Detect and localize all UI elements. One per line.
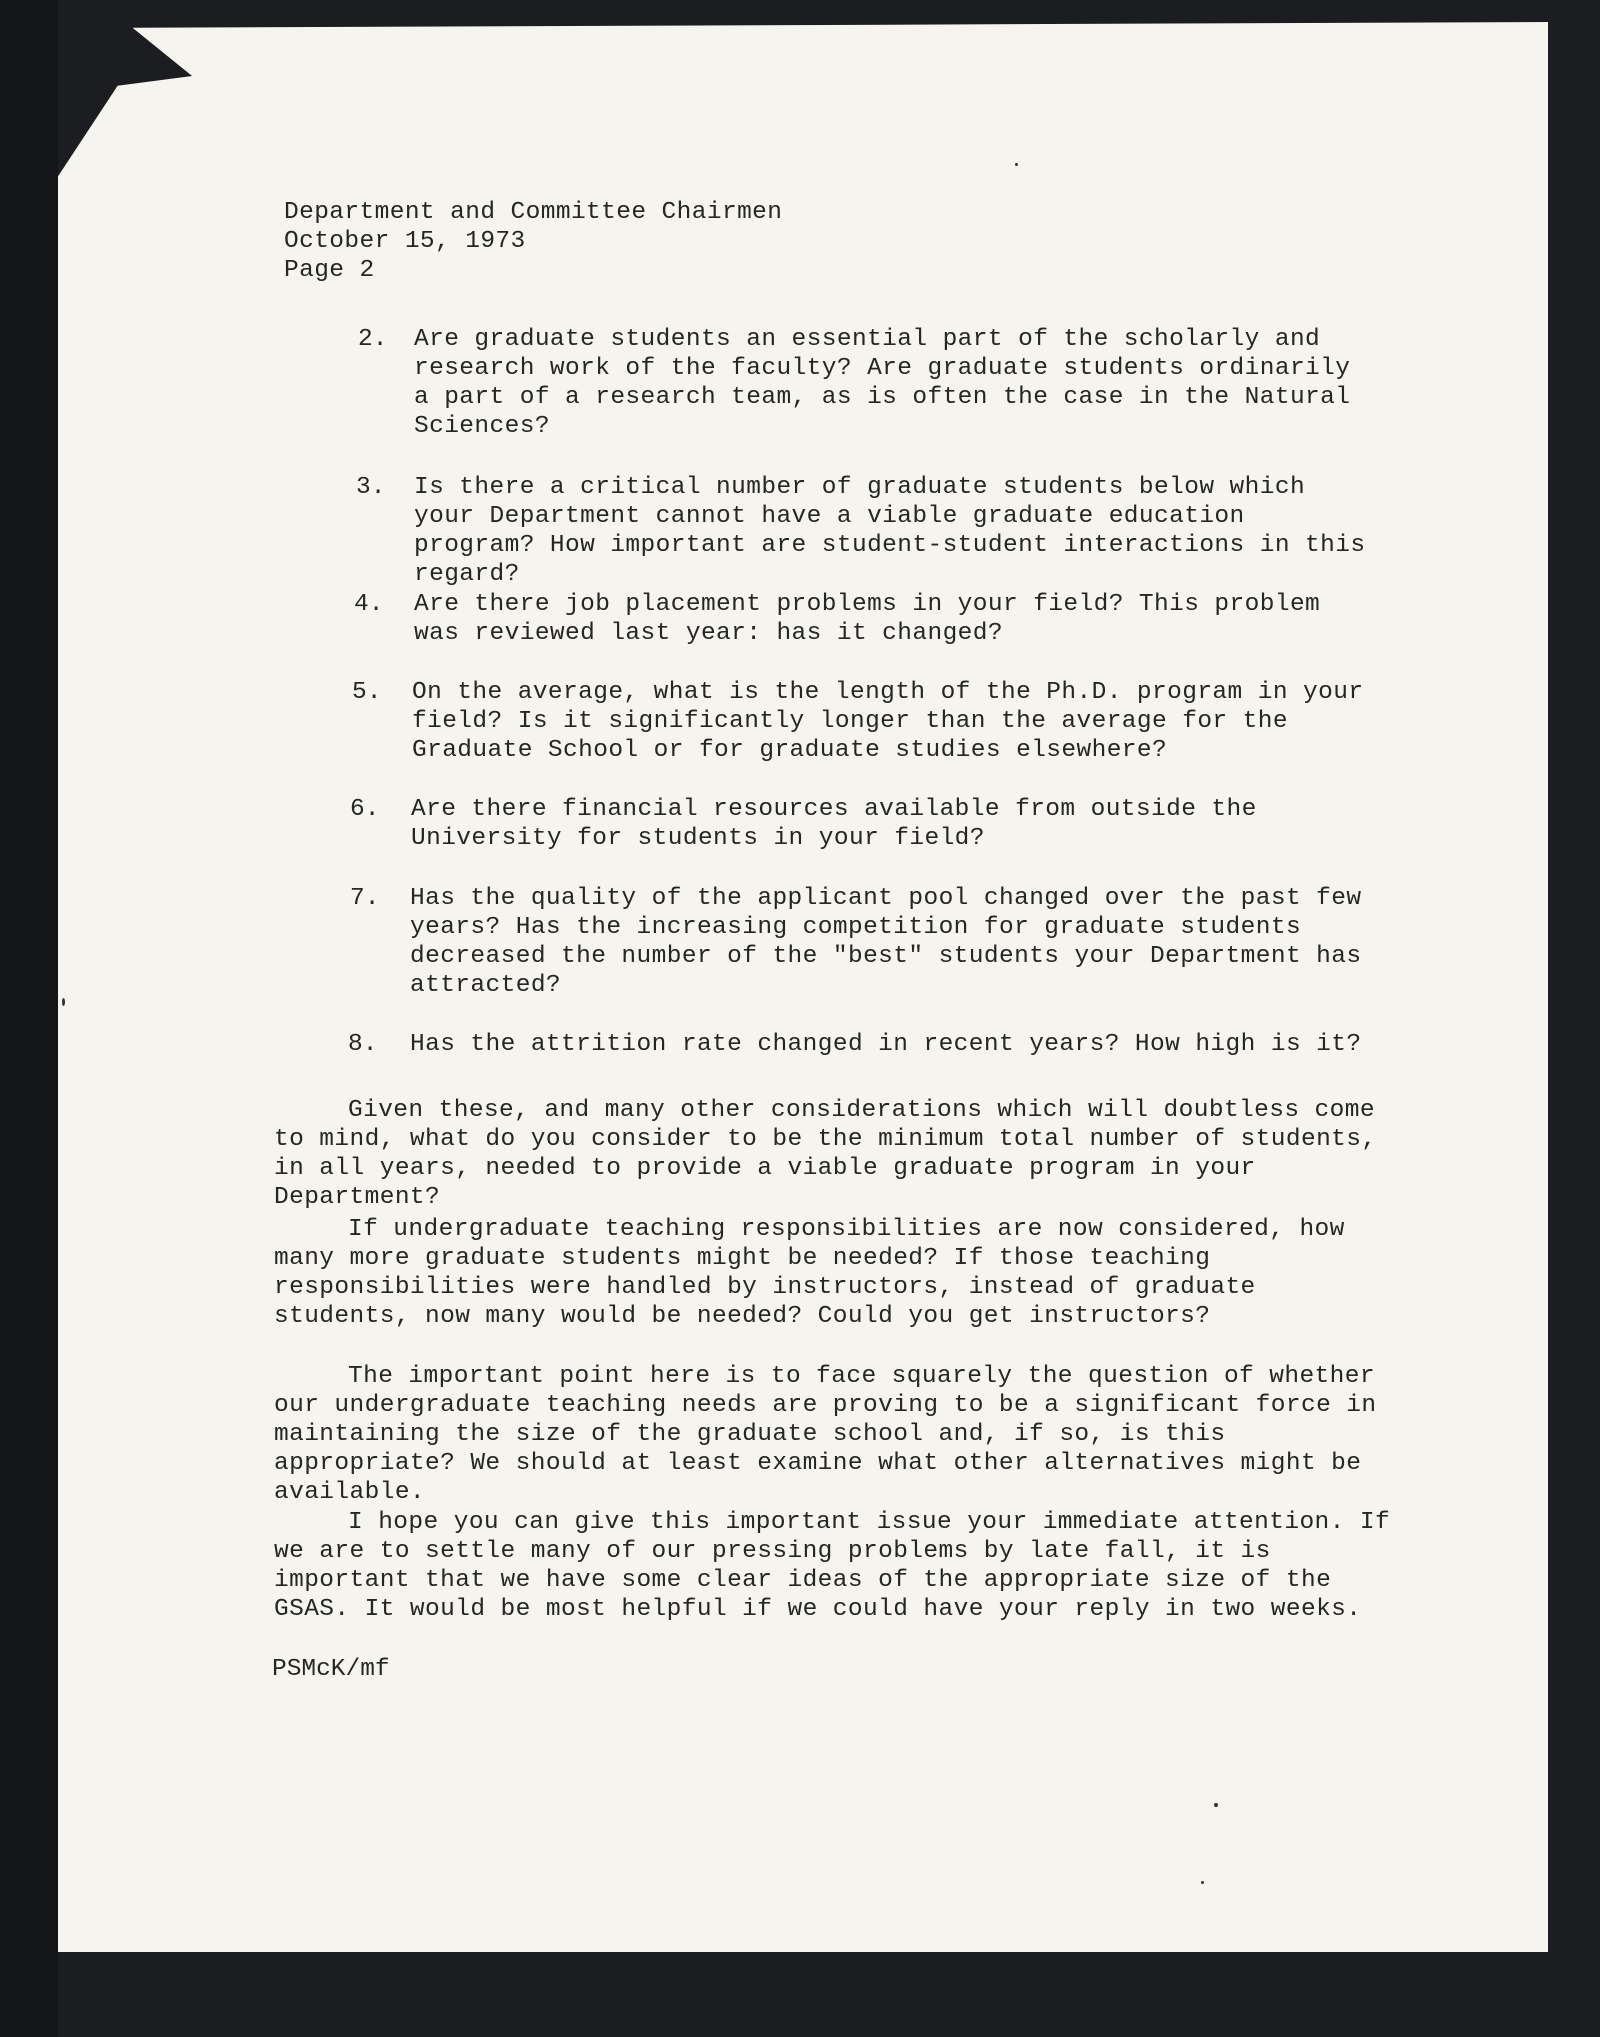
question-number: 3. xyxy=(356,474,386,501)
question-text: Are there financial resources available from outside the University for students in your field? xyxy=(411,796,1257,852)
date-line: October 15, 1973 xyxy=(284,228,526,255)
typist-initials: PSMcK/mf xyxy=(272,1656,390,1683)
question-number: 7. xyxy=(350,885,380,912)
paragraph: If undergraduate teaching responsibilities are now considered, how many more graduate students might be needed? If those teaching responsibilities were handled by instructors, instead of graduate students, now many would be needed? Could you get instructors? xyxy=(274,1216,1345,1330)
recipient-line: Department and Committee Chairmen xyxy=(284,199,783,226)
question-text: Has the attrition rate changed in recent years? How high is it? xyxy=(410,1031,1362,1058)
binding-strip xyxy=(0,0,58,2037)
question-number: 6. xyxy=(350,796,380,823)
page-number: Page 2 xyxy=(284,257,375,284)
paragraph: The important point here is to face squarely the question of whether our undergraduate teaching needs are proving to be a significant force in maintaining the size of the graduate school and, if so, is this appropriate? We should at least examine what other alternatives might be available. xyxy=(274,1363,1377,1506)
paragraph: Given these, and many other considerations which will doubtless come to mind, what do you consider to be the minimum total number of students, in all years, needed to provide a viable graduate program in your Department? xyxy=(274,1097,1377,1211)
question-number: 2. xyxy=(358,326,388,353)
paper-speck xyxy=(62,998,65,1006)
question-number: 8. xyxy=(348,1031,378,1058)
question-text: Is there a critical number of graduate students below which your Department cannot have a viable graduate education program? How important are student-student interactions in this regard? xyxy=(414,474,1366,588)
question-text: Are graduate students an essential part of the scholarly and research work of the faculty? Are graduate students ordinarily a part of a research team, as is often the case in the Natural Sciences? xyxy=(414,326,1351,440)
question-number: 4. xyxy=(354,591,384,618)
question-text: Has the quality of the applicant pool changed over the past few years? Has the increasing competition for graduate students decreased the number of the "best" students your Department has attracted? xyxy=(410,885,1362,999)
paper-speck xyxy=(1201,1881,1204,1884)
paper-speck xyxy=(1015,163,1018,166)
question-text: Are there job placement problems in your field? This problem was reviewed last year: has it changed? xyxy=(414,591,1321,647)
paper-speck xyxy=(1214,1803,1218,1807)
question-text: On the average, what is the length of the Ph.D. program in your field? Is it significantly longer than the average for the Graduate School or for graduate studies elsewhere? xyxy=(412,679,1364,764)
question-number: 5. xyxy=(352,679,382,706)
paragraph: I hope you can give this important issue your immediate attention. If we are to settle many of our pressing problems by late fall, it is important that we have some clear ideas of the appropriate size of the GSAS. It would be most helpful if we could have your reply in two weeks. xyxy=(274,1509,1391,1623)
